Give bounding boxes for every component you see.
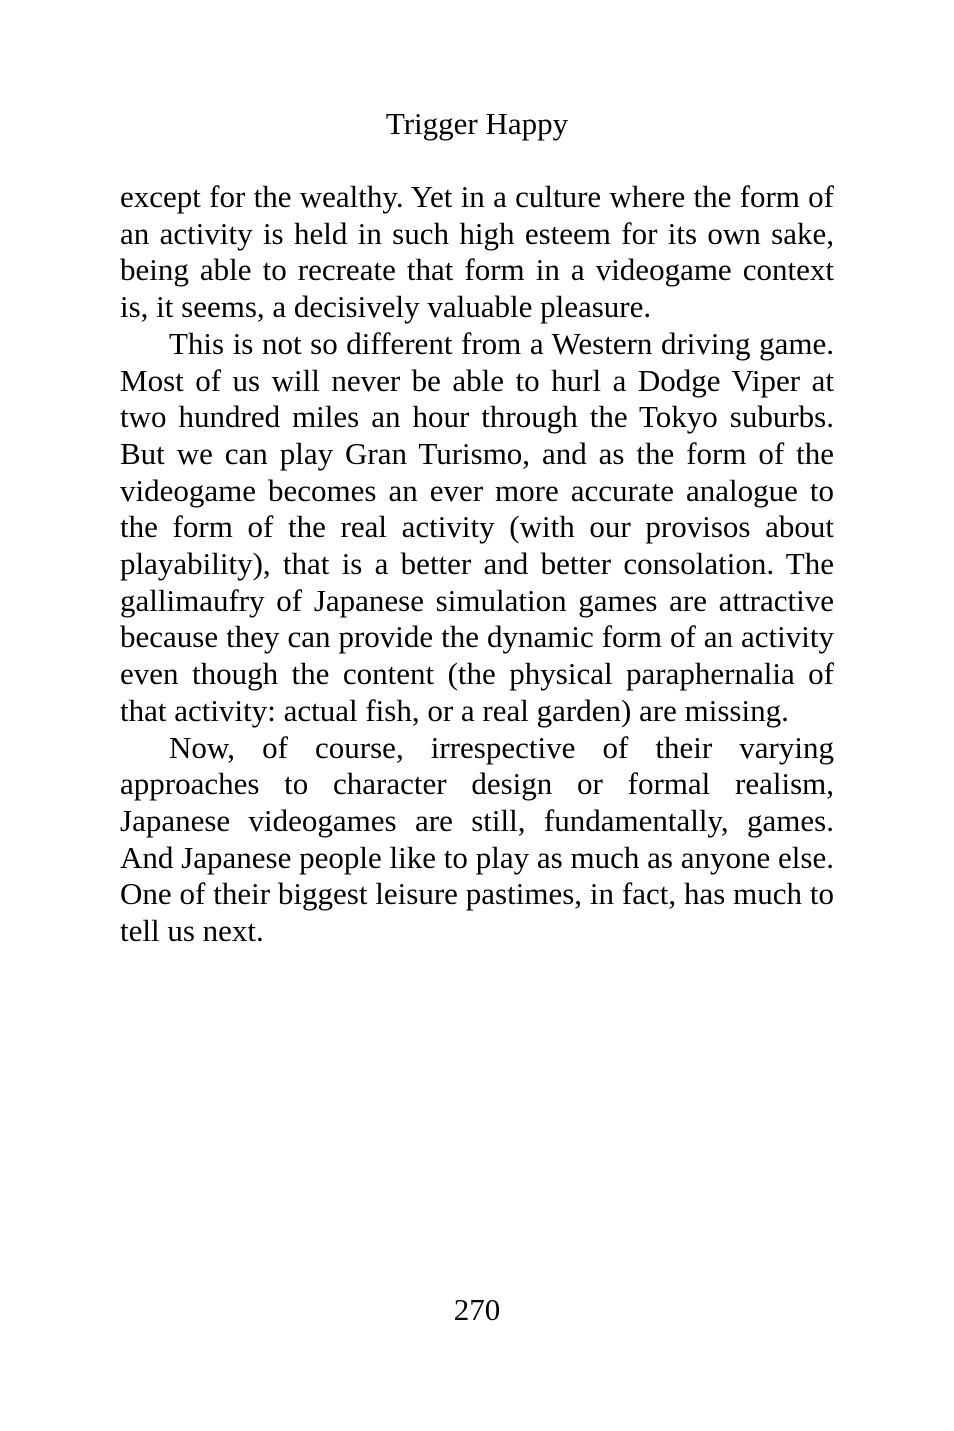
page-body <box>120 179 834 950</box>
running-head-title: Trigger Happy <box>385 106 569 141</box>
paragraph-japanese-games: Now, of course, irrespective of their varying approaches to character design or formal realism, Japanese videogames are still, fundamentally, games. And Japanese people like to play as much as anyone else. One of their biggest leisure pastimes, in fact, has much to tell us next. <box>120 729 834 949</box>
page-number: 270 <box>453 1292 501 1327</box>
paragraph-driving-game: This is not so different from a Western driving game. Most of us will never be able to hurl a Dodge Viper at two hundred miles an hour through the Tokyo suburbs. But we can play Gran Turismo, and as the form of the videogame becomes an ever more accurate analogue to the form of the real activity (with our provisos about playability), that is a better and better consolation. The gallimaufry of Japanese simulation games are attractive because they can provide the dynamic form of an activity even though the content (the physical paraphernalia of that activity: actual fish, or a real garden) are missing. <box>120 325 834 728</box>
paragraph-continued: except for the wealthy. Yet in a culture where the form of an activity is held in such high esteem for its own sake, being able to recreate that form in a videogame context is, it seems, a decisively valuable pleasure. <box>120 179 834 325</box>
